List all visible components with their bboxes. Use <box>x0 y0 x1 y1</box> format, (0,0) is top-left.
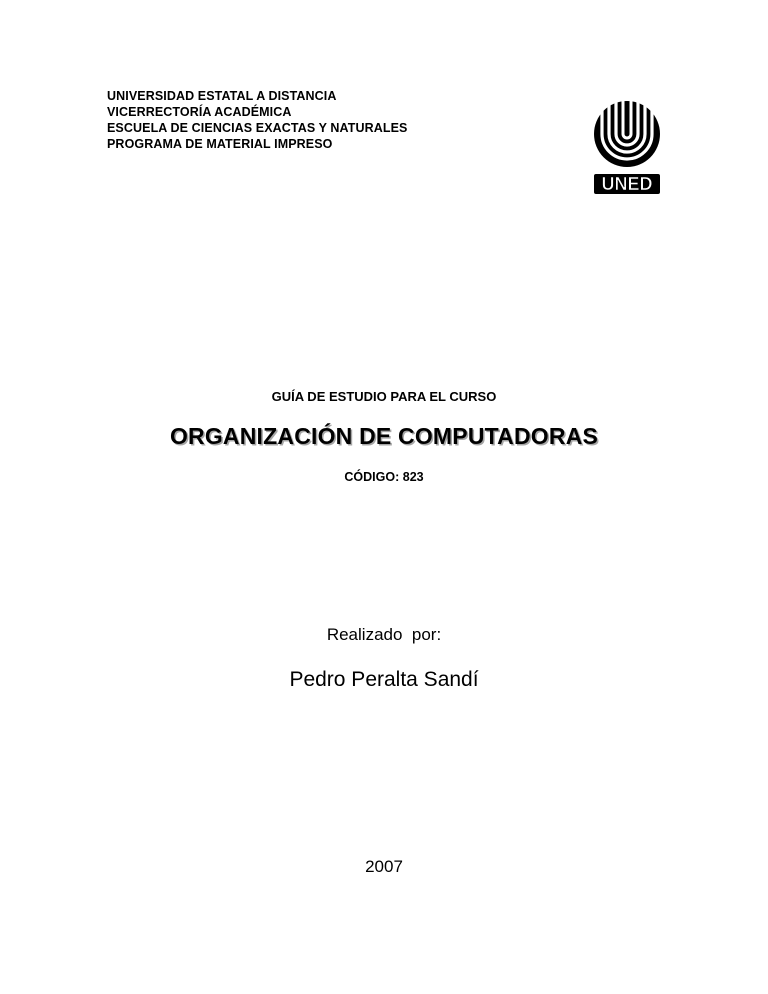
institution-header <box>107 88 407 152</box>
course-code: CÓDIGO: 823 <box>344 470 424 484</box>
course-title: ORGANIZACIÓN DE COMPUTADORAS <box>169 423 599 449</box>
guide-label: GUÍA DE ESTUDIO PARA EL CURSO <box>271 389 497 404</box>
svg-text:UNED: UNED <box>601 174 653 194</box>
uned-logo-icon <box>592 100 662 196</box>
author-name: Pedro Peralta Sandí <box>289 668 479 691</box>
header-line-vice-rectory: VICERRECTORÍA ACADÉMICA <box>107 105 292 119</box>
publication-year: 2007 <box>365 857 403 876</box>
header-line-school: ESCUELA DE CIENCIAS EXACTAS Y NATURALES <box>107 121 408 135</box>
made-by-label: Realizado por: <box>326 625 442 644</box>
header-line-university: UNIVERSIDAD ESTATAL A DISTANCIA <box>107 89 337 103</box>
header-line-program: PROGRAMA DE MATERIAL IMPRESO <box>107 137 333 151</box>
